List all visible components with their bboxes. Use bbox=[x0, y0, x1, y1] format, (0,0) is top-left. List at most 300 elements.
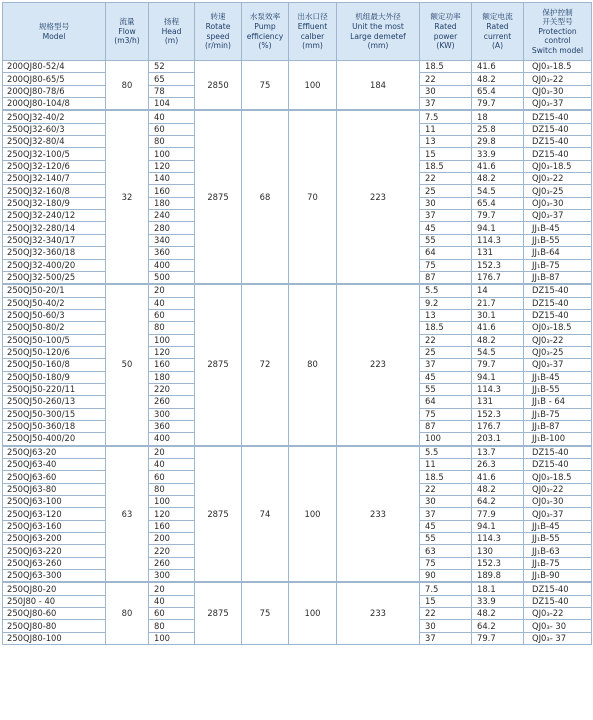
cell-model: 250QJ50-180/9 bbox=[3, 371, 106, 383]
cell-current: 152.3 bbox=[472, 557, 524, 569]
cell-head: 360 bbox=[149, 247, 195, 259]
cell-current: 94.1 bbox=[472, 520, 524, 532]
cell-switch: JJ₁B-75 bbox=[524, 557, 592, 569]
cell-power: 25 bbox=[420, 185, 472, 197]
table-body bbox=[3, 61, 592, 645]
cell-power: 15 bbox=[420, 148, 472, 160]
cell-switch: DZ15-40 bbox=[524, 309, 592, 321]
cell-outlet: 100 bbox=[289, 446, 337, 583]
cell-switch: JJ₁B-90 bbox=[524, 570, 592, 583]
cell-current: 41.6 bbox=[472, 471, 524, 483]
cell-switch: QJ0₃-22 bbox=[524, 334, 592, 346]
cell-head: 52 bbox=[149, 61, 195, 73]
cell-model: 200QJ80-104/8 bbox=[3, 98, 106, 111]
cell-power: 22 bbox=[420, 334, 472, 346]
cell-switch: QJ0₃-18.5 bbox=[524, 160, 592, 172]
cell-power: 11 bbox=[420, 459, 472, 471]
cell-power: 18.5 bbox=[420, 160, 472, 172]
cell-switch: OJ0₃-30 bbox=[524, 197, 592, 209]
cell-head: 40 bbox=[149, 595, 195, 607]
cell-head: 220 bbox=[149, 545, 195, 557]
cell-current: 64.2 bbox=[472, 496, 524, 508]
cell-current: 79.7 bbox=[472, 632, 524, 644]
cell-flow: 63 bbox=[106, 446, 149, 583]
cell-head: 80 bbox=[149, 136, 195, 148]
cell-switch: QJ0₃- 30 bbox=[524, 620, 592, 632]
header-flow-en: (m3/h) bbox=[114, 36, 140, 46]
cell-power: 55 bbox=[420, 533, 472, 545]
header-head-en: Head bbox=[161, 26, 182, 36]
cell-switch: JJ₁B-75 bbox=[524, 408, 592, 420]
cell-switch: JJ₁B-45 bbox=[524, 222, 592, 234]
cell-head: 100 bbox=[149, 148, 195, 160]
cell-head: 120 bbox=[149, 508, 195, 520]
cell-diameter: 233 bbox=[337, 446, 420, 583]
cell-power: 37 bbox=[420, 98, 472, 111]
cell-head: 60 bbox=[149, 123, 195, 135]
cell-model: 250QJ32-100/5 bbox=[3, 148, 106, 160]
header-row bbox=[3, 3, 592, 61]
cell-power: 37 bbox=[420, 210, 472, 222]
cell-current: 79.7 bbox=[472, 210, 524, 222]
cell-head: 120 bbox=[149, 160, 195, 172]
cell-power: 75 bbox=[420, 259, 472, 271]
cell-current: 131 bbox=[472, 247, 524, 259]
cell-power: 22 bbox=[420, 173, 472, 185]
cell-diameter: 184 bbox=[337, 61, 420, 111]
cell-head: 104 bbox=[149, 98, 195, 111]
cell-power: 5.5 bbox=[420, 446, 472, 459]
cell-switch: DZ15-40 bbox=[524, 148, 592, 160]
cell-switch: QJ0₃- 37 bbox=[524, 632, 592, 644]
cell-current: 48.2 bbox=[472, 334, 524, 346]
header-speed-en: (r/min) bbox=[205, 41, 231, 51]
table-header bbox=[3, 3, 592, 61]
cell-switch: DZ15-40 bbox=[524, 284, 592, 297]
cell-model: 250QJ63-120 bbox=[3, 508, 106, 520]
header-current-en: current bbox=[483, 31, 512, 41]
cell-current: 21.7 bbox=[472, 297, 524, 309]
cell-current: 94.1 bbox=[472, 222, 524, 234]
pump-spec-table bbox=[2, 2, 592, 645]
cell-model: 250QJ63-100 bbox=[3, 496, 106, 508]
cell-outlet: 100 bbox=[289, 582, 337, 644]
cell-switch: QJ0₃-18.5 bbox=[524, 61, 592, 73]
cell-model: 250QJ50-400/20 bbox=[3, 433, 106, 446]
cell-current: 65.4 bbox=[472, 85, 524, 97]
cell-flow: 32 bbox=[106, 110, 149, 284]
cell-power: 13 bbox=[420, 309, 472, 321]
cell-current: 64.2 bbox=[472, 620, 524, 632]
cell-switch: DZ15-40 bbox=[524, 459, 592, 471]
header-outlet bbox=[289, 3, 337, 61]
cell-model: 250QJ50-20/1 bbox=[3, 284, 106, 297]
cell-power: 22 bbox=[420, 483, 472, 495]
cell-head: 240 bbox=[149, 210, 195, 222]
cell-head: 260 bbox=[149, 396, 195, 408]
header-current-en: Rated bbox=[486, 21, 509, 31]
cell-diameter: 223 bbox=[337, 284, 420, 445]
header-speed-cn: 转速 bbox=[210, 12, 226, 22]
cell-power: 30 bbox=[420, 197, 472, 209]
header-current bbox=[472, 3, 524, 61]
cell-model: 250QJ63-200 bbox=[3, 533, 106, 545]
cell-model: 200QJ80-52/4 bbox=[3, 61, 106, 73]
pump-spec-sheet bbox=[2, 2, 591, 645]
cell-switch: JJ₁B - 64 bbox=[524, 396, 592, 408]
cell-switch: QJ0₃-18.5 bbox=[524, 471, 592, 483]
cell-power: 25 bbox=[420, 346, 472, 358]
cell-power: 90 bbox=[420, 570, 472, 583]
cell-flow: 80 bbox=[106, 582, 149, 644]
header-head-en: (m) bbox=[164, 36, 179, 46]
cell-model: 250QJ50-120/6 bbox=[3, 346, 106, 358]
cell-speed: 2875 bbox=[195, 582, 242, 644]
cell-model: 250QJ32-40/2 bbox=[3, 110, 106, 123]
cell-current: 48.2 bbox=[472, 173, 524, 185]
header-switch-en: Switch model bbox=[531, 45, 584, 55]
cell-power: 18.5 bbox=[420, 61, 472, 73]
cell-current: 29.8 bbox=[472, 136, 524, 148]
cell-switch: QJ0₃-22 bbox=[524, 73, 592, 85]
cell-switch: DZ15-40 bbox=[524, 123, 592, 135]
cell-model: 250QJ32-360/18 bbox=[3, 247, 106, 259]
header-current-en: (A) bbox=[491, 41, 504, 51]
cell-speed: 2875 bbox=[195, 446, 242, 583]
header-switch bbox=[524, 3, 592, 61]
cell-power: 100 bbox=[420, 433, 472, 446]
header-power-en: (KW) bbox=[436, 41, 455, 51]
cell-power: 18.5 bbox=[420, 322, 472, 334]
cell-current: 79.7 bbox=[472, 98, 524, 111]
header-diameter-en: Unit the most bbox=[352, 21, 404, 31]
cell-current: 41.6 bbox=[472, 61, 524, 73]
cell-power: 45 bbox=[420, 520, 472, 532]
cell-model: 250QJ80-80 bbox=[3, 620, 106, 632]
table-row bbox=[3, 582, 592, 595]
cell-flow: 50 bbox=[106, 284, 149, 445]
cell-head: 300 bbox=[149, 570, 195, 583]
cell-head: 20 bbox=[149, 284, 195, 297]
header-power-en: Rated bbox=[434, 21, 457, 31]
header-diameter-en: Large demetef bbox=[350, 31, 406, 41]
header-efficiency-en: Pump bbox=[254, 21, 276, 31]
cell-power: 22 bbox=[420, 73, 472, 85]
cell-switch: QJ0₃-25 bbox=[524, 185, 592, 197]
cell-head: 360 bbox=[149, 420, 195, 432]
cell-power: 22 bbox=[420, 608, 472, 620]
cell-power: 37 bbox=[420, 632, 472, 644]
header-efficiency-en: (%) bbox=[258, 41, 272, 51]
cell-power: 5.5 bbox=[420, 284, 472, 297]
cell-head: 20 bbox=[149, 446, 195, 459]
cell-current: 54.5 bbox=[472, 185, 524, 197]
cell-current: 33.9 bbox=[472, 595, 524, 607]
cell-power: 45 bbox=[420, 371, 472, 383]
cell-current: 25.8 bbox=[472, 123, 524, 135]
cell-model: 250QJ50-300/15 bbox=[3, 408, 106, 420]
cell-current: 152.3 bbox=[472, 259, 524, 271]
cell-model: 250QJ50-360/18 bbox=[3, 420, 106, 432]
cell-power: 87 bbox=[420, 271, 472, 284]
cell-head: 140 bbox=[149, 173, 195, 185]
cell-switch: JJ₁B-45 bbox=[524, 371, 592, 383]
cell-switch: DZ15-40 bbox=[524, 110, 592, 123]
cell-model: 250QJ63-80 bbox=[3, 483, 106, 495]
cell-head: 20 bbox=[149, 582, 195, 595]
header-flow-cn: 流量 bbox=[119, 17, 135, 27]
cell-head: 60 bbox=[149, 608, 195, 620]
cell-head: 60 bbox=[149, 309, 195, 321]
table-row bbox=[3, 284, 592, 297]
cell-switch: JJ₁B-64 bbox=[524, 247, 592, 259]
cell-diameter: 233 bbox=[337, 582, 420, 644]
cell-current: 48.2 bbox=[472, 73, 524, 85]
header-switch-en: 开关型号 bbox=[542, 17, 573, 27]
cell-efficiency: 75 bbox=[242, 61, 289, 111]
cell-model: 250QJ50-80/2 bbox=[3, 322, 106, 334]
cell-power: 55 bbox=[420, 383, 472, 395]
cell-model: 250QJ32-60/3 bbox=[3, 123, 106, 135]
cell-model: 250QJ80-20 bbox=[3, 582, 106, 595]
header-speed-en: speed bbox=[206, 31, 230, 41]
cell-model: 250J80 - 40 bbox=[3, 595, 106, 607]
cell-current: 41.6 bbox=[472, 322, 524, 334]
cell-switch: JJ₁B-87 bbox=[524, 271, 592, 284]
cell-head: 180 bbox=[149, 197, 195, 209]
cell-power: 15 bbox=[420, 595, 472, 607]
cell-head: 260 bbox=[149, 557, 195, 569]
cell-current: 30.1 bbox=[472, 309, 524, 321]
cell-head: 100 bbox=[149, 334, 195, 346]
cell-current: 79.7 bbox=[472, 359, 524, 371]
cell-model: 250QJ50-40/2 bbox=[3, 297, 106, 309]
header-power bbox=[420, 3, 472, 61]
table-row bbox=[3, 61, 592, 73]
cell-switch: DZ15-40 bbox=[524, 297, 592, 309]
cell-head: 160 bbox=[149, 520, 195, 532]
cell-power: 55 bbox=[420, 234, 472, 246]
cell-current: 14 bbox=[472, 284, 524, 297]
cell-switch: JJ₁B-100 bbox=[524, 433, 592, 446]
cell-head: 400 bbox=[149, 433, 195, 446]
cell-model: 250QJ32-340/17 bbox=[3, 234, 106, 246]
cell-switch: QJ0₃-25 bbox=[524, 346, 592, 358]
cell-model: 250QJ32-80/4 bbox=[3, 136, 106, 148]
cell-model: 250QJ50-220/11 bbox=[3, 383, 106, 395]
cell-current: 18 bbox=[472, 110, 524, 123]
header-efficiency-en: efficiency bbox=[246, 31, 284, 41]
cell-model: 250QJ32-280/14 bbox=[3, 222, 106, 234]
cell-power: 13 bbox=[420, 136, 472, 148]
cell-current: 176.7 bbox=[472, 420, 524, 432]
cell-head: 340 bbox=[149, 234, 195, 246]
header-switch-cn: 保护控制 bbox=[542, 7, 573, 17]
cell-model: 250QJ63-20 bbox=[3, 446, 106, 459]
cell-diameter: 223 bbox=[337, 110, 420, 284]
cell-model: 250QJ63-60 bbox=[3, 471, 106, 483]
cell-head: 100 bbox=[149, 496, 195, 508]
cell-switch: DZ15-40 bbox=[524, 446, 592, 459]
cell-model: 250QJ63-40 bbox=[3, 459, 106, 471]
header-diameter-cn: 机组最大外径 bbox=[355, 12, 401, 22]
cell-model: 250QJ32-120/6 bbox=[3, 160, 106, 172]
header-current-cn: 额定电流 bbox=[482, 12, 513, 22]
cell-switch: JJ₁B-87 bbox=[524, 420, 592, 432]
cell-current: 13.7 bbox=[472, 446, 524, 459]
cell-power: 87 bbox=[420, 420, 472, 432]
cell-head: 80 bbox=[149, 483, 195, 495]
header-speed-en: Rotate bbox=[205, 21, 231, 31]
cell-speed: 2875 bbox=[195, 284, 242, 445]
header-diameter-en: (mm) bbox=[367, 41, 389, 51]
cell-power: 9.2 bbox=[420, 297, 472, 309]
cell-current: 114.3 bbox=[472, 234, 524, 246]
cell-model: 250QJ32-140/7 bbox=[3, 173, 106, 185]
cell-switch: QJ0₃-22 bbox=[524, 483, 592, 495]
cell-power: 30 bbox=[420, 496, 472, 508]
cell-switch: JJ₁B-55 bbox=[524, 234, 592, 246]
cell-model: 250QJ63-260 bbox=[3, 557, 106, 569]
cell-outlet: 80 bbox=[289, 284, 337, 445]
cell-power: 7.5 bbox=[420, 582, 472, 595]
cell-current: 130 bbox=[472, 545, 524, 557]
cell-head: 300 bbox=[149, 408, 195, 420]
cell-switch: JJ₁B-75 bbox=[524, 259, 592, 271]
cell-head: 40 bbox=[149, 297, 195, 309]
cell-speed: 2850 bbox=[195, 61, 242, 111]
header-head-cn: 扬程 bbox=[163, 17, 180, 27]
cell-head: 160 bbox=[149, 185, 195, 197]
cell-current: 33.9 bbox=[472, 148, 524, 160]
header-flow bbox=[106, 3, 149, 61]
cell-head: 80 bbox=[149, 620, 195, 632]
header-model bbox=[3, 3, 106, 61]
cell-switch: QJ0₃-30 bbox=[524, 85, 592, 97]
cell-head: 40 bbox=[149, 459, 195, 471]
header-power-cn: 额定功率 bbox=[430, 12, 461, 22]
cell-current: 41.6 bbox=[472, 160, 524, 172]
cell-switch: JJ₁B-55 bbox=[524, 383, 592, 395]
cell-current: 94.1 bbox=[472, 371, 524, 383]
cell-model: 250QJ50-260/13 bbox=[3, 396, 106, 408]
cell-switch: QJ0₃-37 bbox=[524, 98, 592, 111]
header-diameter bbox=[337, 3, 420, 61]
cell-current: 189.8 bbox=[472, 570, 524, 583]
cell-head: 80 bbox=[149, 322, 195, 334]
cell-power: 11 bbox=[420, 123, 472, 135]
cell-head: 65 bbox=[149, 73, 195, 85]
cell-switch: JJ₁B-63 bbox=[524, 545, 592, 557]
cell-current: 77.9 bbox=[472, 508, 524, 520]
cell-switch: DZ15-40 bbox=[524, 595, 592, 607]
cell-current: 114.3 bbox=[472, 533, 524, 545]
cell-current: 176.7 bbox=[472, 271, 524, 284]
cell-model: 250QJ32-180/9 bbox=[3, 197, 106, 209]
cell-model: 250QJ63-300 bbox=[3, 570, 106, 583]
cell-model: 250QJ80-60 bbox=[3, 608, 106, 620]
cell-model: 250QJ32-160/8 bbox=[3, 185, 106, 197]
cell-current: 18.1 bbox=[472, 582, 524, 595]
table-row bbox=[3, 446, 592, 459]
header-switch-en: control bbox=[544, 36, 571, 46]
cell-power: 18.5 bbox=[420, 471, 472, 483]
cell-head: 220 bbox=[149, 383, 195, 395]
cell-power: 64 bbox=[420, 247, 472, 259]
cell-switch: DZ15-40 bbox=[524, 136, 592, 148]
cell-model: 250QJ50-60/3 bbox=[3, 309, 106, 321]
cell-outlet: 70 bbox=[289, 110, 337, 284]
cell-head: 180 bbox=[149, 371, 195, 383]
header-head bbox=[149, 3, 195, 61]
cell-switch: QJ0₃-37 bbox=[524, 210, 592, 222]
cell-model: 200QJ80-65/5 bbox=[3, 73, 106, 85]
cell-efficiency: 74 bbox=[242, 446, 289, 583]
cell-flow: 80 bbox=[106, 61, 149, 111]
table-row bbox=[3, 110, 592, 123]
header-speed bbox=[195, 3, 242, 61]
header-model-cn: 规格型号 bbox=[38, 21, 70, 31]
header-outlet-cn: 出水口径 bbox=[297, 12, 328, 22]
cell-model: 250QJ32-500/25 bbox=[3, 271, 106, 284]
cell-power: 37 bbox=[420, 508, 472, 520]
cell-model: 250QJ32-240/12 bbox=[3, 210, 106, 222]
header-efficiency bbox=[242, 3, 289, 61]
cell-efficiency: 75 bbox=[242, 582, 289, 644]
cell-model: 250QJ50-160/8 bbox=[3, 359, 106, 371]
cell-current: 48.2 bbox=[472, 483, 524, 495]
cell-switch: JJ₁B-45 bbox=[524, 520, 592, 532]
cell-power: 7.5 bbox=[420, 110, 472, 123]
cell-model: 250QJ63-220 bbox=[3, 545, 106, 557]
cell-outlet: 100 bbox=[289, 61, 337, 111]
cell-model: 200QJ80-78/6 bbox=[3, 85, 106, 97]
header-model-en: Model bbox=[42, 31, 66, 41]
cell-current: 114.3 bbox=[472, 383, 524, 395]
cell-head: 200 bbox=[149, 533, 195, 545]
cell-speed: 2875 bbox=[195, 110, 242, 284]
cell-power: 75 bbox=[420, 408, 472, 420]
cell-head: 280 bbox=[149, 222, 195, 234]
cell-current: 203.1 bbox=[472, 433, 524, 446]
cell-head: 500 bbox=[149, 271, 195, 284]
cell-current: 152.3 bbox=[472, 408, 524, 420]
cell-model: 250QJ32-400/20 bbox=[3, 259, 106, 271]
cell-power: 30 bbox=[420, 620, 472, 632]
cell-head: 120 bbox=[149, 346, 195, 358]
cell-head: 78 bbox=[149, 85, 195, 97]
header-outlet-en: Effluent bbox=[297, 21, 328, 31]
cell-switch: OJ0₃-18.5 bbox=[524, 322, 592, 334]
cell-head: 60 bbox=[149, 471, 195, 483]
cell-switch: JJ₁B-55 bbox=[524, 533, 592, 545]
cell-switch: QJ0₃-22 bbox=[524, 608, 592, 620]
cell-head: 100 bbox=[149, 632, 195, 644]
cell-power: 30 bbox=[420, 85, 472, 97]
cell-power: 37 bbox=[420, 359, 472, 371]
header-outlet-en: (mm) bbox=[302, 41, 323, 51]
cell-switch: QJ0₃-37 bbox=[524, 508, 592, 520]
cell-switch: DZ15-40 bbox=[524, 582, 592, 595]
cell-current: 54.5 bbox=[472, 346, 524, 358]
cell-head: 160 bbox=[149, 359, 195, 371]
cell-current: 131 bbox=[472, 396, 524, 408]
cell-power: 75 bbox=[420, 557, 472, 569]
cell-model: 250QJ63-160 bbox=[3, 520, 106, 532]
header-outlet-en: calber bbox=[300, 31, 325, 41]
cell-current: 48.2 bbox=[472, 608, 524, 620]
cell-power: 45 bbox=[420, 222, 472, 234]
